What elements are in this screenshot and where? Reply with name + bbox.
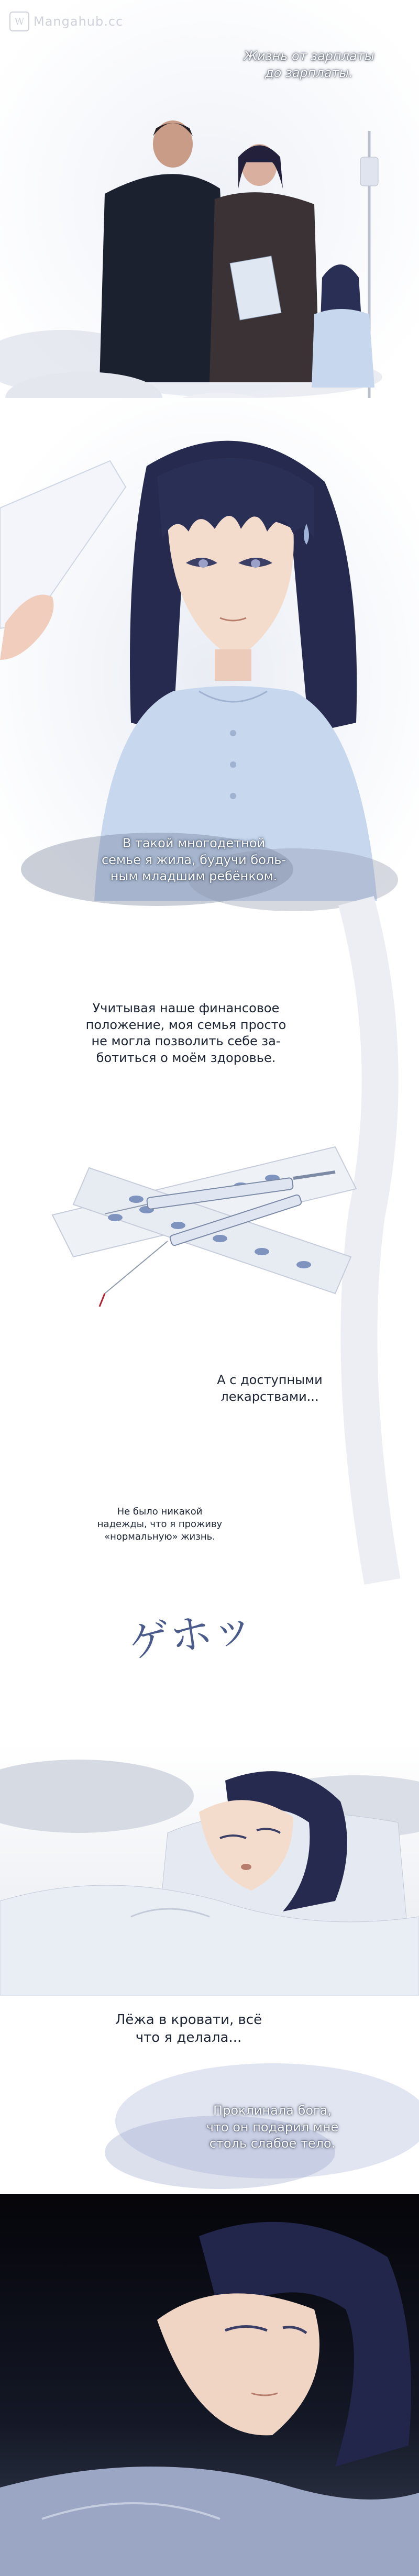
caption-paycheck: Жизнь от зарплаты до зарплаты. xyxy=(244,49,374,80)
panel-bed xyxy=(0,1744,419,1995)
panel-dark-closeup xyxy=(0,2194,419,2576)
caption-lying-in-bed: Лёжа в кровати, всё что я делала... xyxy=(115,2012,262,2046)
medicine-illustration xyxy=(42,1126,377,1325)
caption-cursed-god: Проклинала бога, что он подарил мне столь слабое тело. xyxy=(206,2103,339,2151)
panel-girl-closeup xyxy=(0,398,419,901)
caption-medicine: А с доступными лекарствами... xyxy=(217,1373,323,1404)
watermark-text: Mangahub.cc xyxy=(34,14,124,29)
sfx-text: ゲホッ xyxy=(125,1601,257,1668)
watermark xyxy=(9,12,123,31)
caption-finances: Учитывая наше финансовое положение, моя семья просто не могла позволить себе за- ботиться о моём здоровье. xyxy=(85,1001,286,1066)
caption-large-family: В такой многодетной семье я жила, будучи боль- ным младшим ребёнком. xyxy=(101,836,286,884)
cough-sfx xyxy=(118,1601,257,1728)
watermark-logo-icon: W xyxy=(9,12,29,31)
caption-no-hope: Не было никакой надежды, что я проживу «нормальную» жизнь. xyxy=(97,1506,223,1542)
